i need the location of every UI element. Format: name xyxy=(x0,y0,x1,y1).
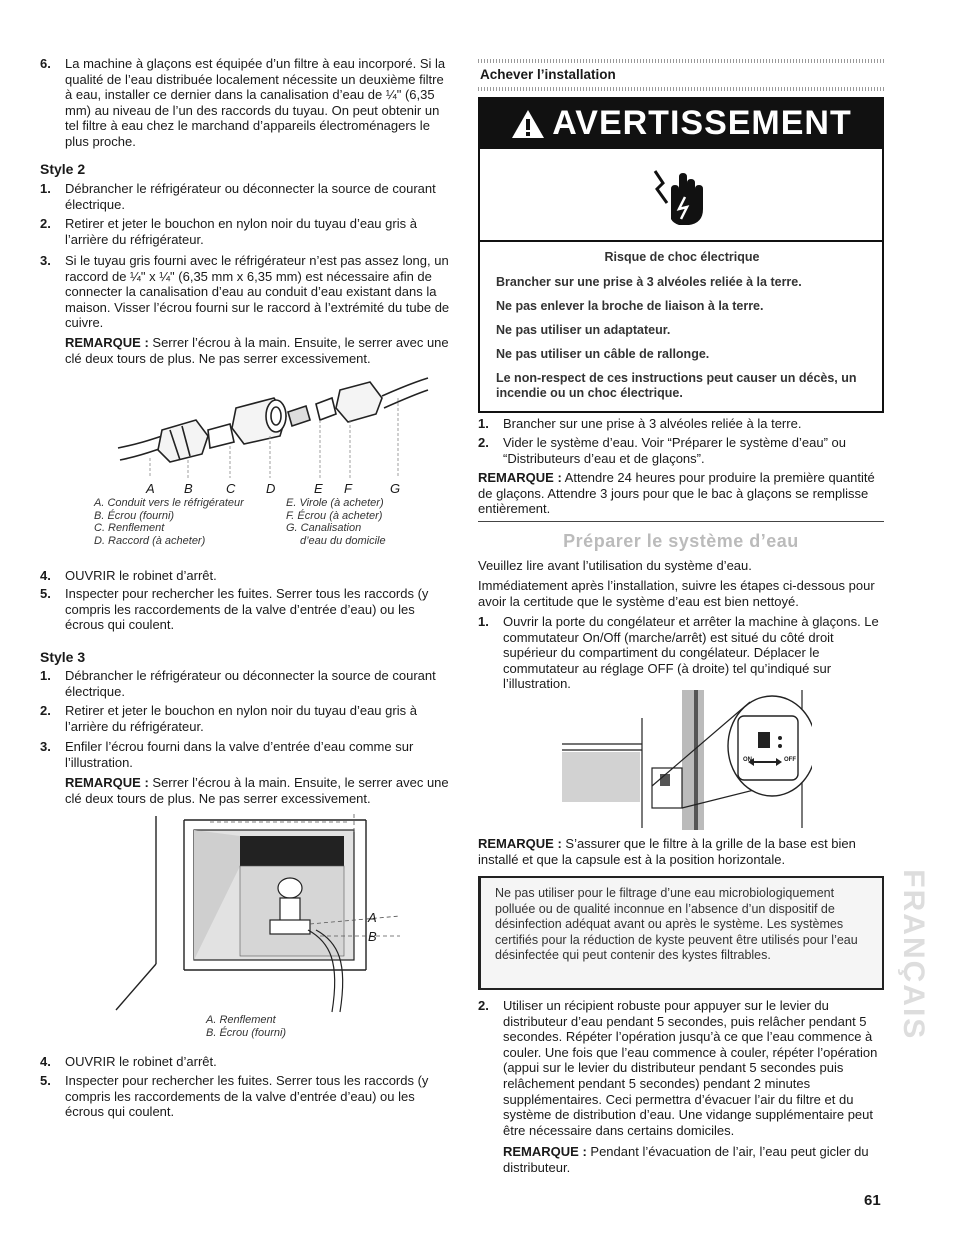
note: REMARQUE : S’assurer que le filtre à la grille de la base est bien installé et que la capsule est à la position horizontale. xyxy=(478,836,856,867)
warning-line: Ne pas utiliser un adaptateur. xyxy=(496,323,671,337)
warning-line: Ne pas utiliser un câble de rallonge. xyxy=(496,347,710,361)
note: REMARQUE : Serrer l’écrou à la main. Ensuite, le serrer avec une clé deux tours de plus. Ne pas serrer excessivement. xyxy=(65,775,449,806)
warning-box xyxy=(478,97,884,413)
note xyxy=(65,335,450,366)
list-item: 2. Utiliser un récipient robuste pour appuyer sur le levier du distributeur d’eau pendant 5 secondes, puis relâcher pendant 5 secondes. Répéter l’opération jusqu’à ce que l’eau commence à couler. Une fois que l’eau commence à couler, répéter l’opération (appui sur le levier du distributeur pendant 5 secondes puis relâchement pendant 5 secondes) pendant 2 minutes supplémentaires. Ceci permettra d’évacuer l’air du filtre et du système de distribution d’eau. Une vidange supplémentaire peut être nécessaire dans certains domiciles. xyxy=(478,998,878,1138)
note-text: Serrer l’écrou à la main. Ensuite, le serrer avec une clé deux tours de plus. Ne pas serrer excessivement. xyxy=(65,335,449,366)
warning-line: Brancher sur une prise à 3 alvéoles reliée à la terre. xyxy=(496,275,802,289)
valve-captions: A. Renflement B. Écrou (fourni) xyxy=(206,1014,287,1039)
list-item: 3. Si le tuyau gris fourni avec le réfrigérateur n’est pas assez long, un raccord de ¼" x ¼" (6,35 mm x 6,35 mm) est nécessaire afin de connecter la canalisation d’eau au conduit d’eau existant dans la maison. Visser l’écrou fourni sur le raccord à l’extrémité du tube de cuivre. xyxy=(40,253,450,331)
warning-line: Le non-respect de ces instructions peut causer un décès, un incendie ou un choc électrique. xyxy=(496,371,857,400)
note: REMARQUE : Pendant l’évacuation de l’air, l’eau peut gicler du distributeur. xyxy=(503,1144,869,1175)
freezer-switch-diagram xyxy=(562,690,812,832)
shock-icon-area xyxy=(480,149,882,242)
list-item: 1. Débrancher le réfrigérateur ou déconnecter la source de courant électrique. xyxy=(40,181,436,212)
warning-triangle-icon xyxy=(510,108,546,140)
valve-letter-a: A xyxy=(368,910,377,925)
list-item: 2. Retirer et jeter le bouchon en nylon noir du tuyau d’eau gris à l’arrière du réfrigérateur. xyxy=(40,216,417,247)
switch-off-label: OFF xyxy=(784,757,796,763)
warning-subtitle: Risque de choc électrique xyxy=(604,250,760,264)
item-number: 6. xyxy=(40,56,51,71)
diagram-letters: A B C D E F G xyxy=(146,481,401,496)
list-item: 3. Enfiler l’écrou fourni dans la valve d’entrée d’eau comme sur l’illustration. xyxy=(40,739,414,770)
list-item: 1. Ouvrir la porte du congélateur et arrêter la machine à glaçons. Le commutateur On/Off (marche/arrêt) est situé du côté droit supérieur du compartiment du congélateur. Déplacer le commutateur au réglage OFF (à droite) tel qu’indiqué sur l’illustration. xyxy=(478,614,879,692)
list-item: 4. OUVRIR le robinet d’arrêt. xyxy=(40,568,217,583)
note-label: REMARQUE : xyxy=(65,335,149,350)
list-item: 5. Inspecter pour rechercher les fuites. Serrer tous les raccords (y compris les raccordements de la valve d’entrée d’eau) ou les écrous qui coulent. xyxy=(40,1073,429,1120)
valve-letter-b: B xyxy=(368,929,377,944)
warning-title-bar xyxy=(480,99,882,149)
list-item: 5. Inspecter pour rechercher les fuites. Serrer tous les raccords (y compris les raccordements de la valve d’entrée d’eau) ou les écrous qui coulent. xyxy=(40,586,429,633)
list-item xyxy=(40,56,450,150)
warning-line: Ne pas enlever la broche de liaison à la terre. xyxy=(496,299,764,313)
list-item: 4. OUVRIR le robinet d’arrêt. xyxy=(40,1054,217,1069)
warning-title: AVERTISSEMENT xyxy=(552,104,852,143)
language-side-tab: FRANÇAIS xyxy=(896,869,930,1041)
warning-text xyxy=(480,242,882,411)
diagram-captions-right: E. Virole (à acheter) F. Écrou (à acheter) G. Canalisation d’eau du domicile xyxy=(286,497,386,547)
section-divider xyxy=(478,521,884,522)
filter-caution-box: Ne pas utiliser pour le filtrage d’une eau microbiologiquement polluée ou de qualité inconnue en l’absence d’un dispositif de désinfection adéquat avant ou après le système. Les systèmes certifiés pour la réduction de kyste peuvent être utilisés pour l’eau désinfectée qui peut contenir des kystes filtrables. xyxy=(478,876,884,990)
note: REMARQUE : Attendre 24 heures pour produire la première quantité de glaçons. Attendre 3 jours pour que le bac à glaçons se remplisse entièrement. xyxy=(478,470,875,517)
valve-diagram xyxy=(110,812,410,1014)
divider xyxy=(478,87,884,91)
style2-heading: Style 2 xyxy=(40,161,86,177)
style3-heading: Style 3 xyxy=(40,649,86,665)
item-text: La machine à glaçons est équipée d’un filtre à eau incorporé. Si la qualité de l’eau distribuée localement nécessite un deuxième filtre à eau, installer ce dernier dans la canalisation d’eau de ¼" (6,35 mm) au niveau de l’un des raccords du tuyau. On peut obtenir un tel filtre à eau chez le marchand d’appareils électroménagers le plus proche. xyxy=(65,56,446,149)
list-item: 1. Débrancher le réfrigérateur ou déconnecter la source de courant électrique. xyxy=(40,668,436,699)
switch-on-label: ON xyxy=(743,757,752,763)
diagram-captions-left: A. Conduit vers le réfrigérateur B. Écrou (fourni) C. Renflement D. Raccord (à acheter) xyxy=(94,497,244,547)
fitting-diagram xyxy=(110,368,430,480)
prep-heading: Préparer le système d’eau xyxy=(563,531,799,551)
install-heading: Achever l’installation xyxy=(480,67,616,82)
list-item: 1. Brancher sur une prise à 3 alvéoles reliée à la terre. xyxy=(478,416,802,431)
divider xyxy=(478,59,884,63)
list-item: 2. Vider le système d’eau. Voir “Préparer le système d’eau” ou “Distributeurs d’eau et de glaçons”. xyxy=(478,435,846,466)
list-item: 2. Retirer et jeter le bouchon en nylon noir du tuyau d’eau gris à l’arrière du réfrigérateur. xyxy=(40,703,417,734)
prep-paragraph: Veuillez lire avant l’utilisation du système d’eau. xyxy=(478,558,752,573)
page-number: 61 xyxy=(864,1192,881,1209)
electric-shock-hand-icon xyxy=(651,163,711,227)
prep-paragraph: Immédiatement après l’installation, suivre les étapes ci-dessous pour avoir la certitude que le système d’eau est bien nettoyé. xyxy=(478,578,875,609)
